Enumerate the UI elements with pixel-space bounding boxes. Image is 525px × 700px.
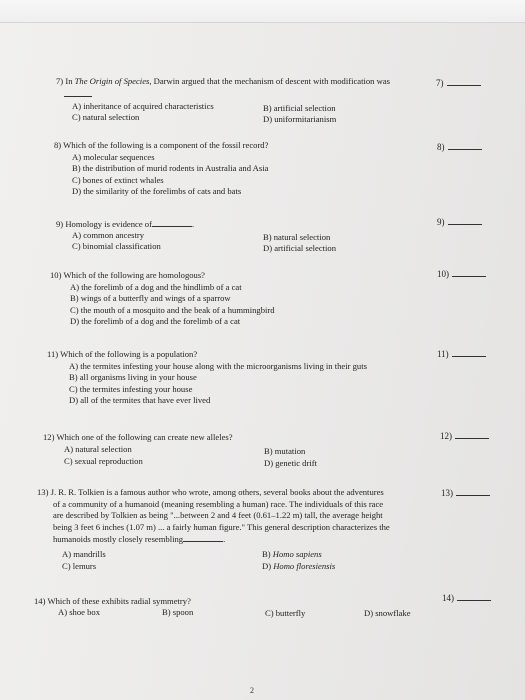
answer-13[interactable]: 13) [441,487,490,498]
question-number: 10) [50,270,62,280]
option-d[interactable]: D) the similarity of the forelimbs of cats and bats [72,186,242,197]
question-13-stem: 13) J. R. R. Tolkien is a famous author who wrote, among others, several books about the adventures of a community of a humanoid (meaning resembling a human) race. The individuals of this race are described by Tolkien as being "...between 2 and 4 feet (0.61–1.22 m) tall, the average height being 3 feet 6 inches (1.07 m) ... a fairly human figure." This general description characterizes the humanoids mostly closely resembling . [37,487,390,545]
option-a[interactable]: A) the termites infesting your house along with the microorganisms living in their guts [69,360,367,371]
answer-blank[interactable] [183,533,223,542]
question-13 [37,487,429,546]
question-14-stem: Which of these exhibits radial symmetry? [47,596,191,606]
answer-line[interactable] [448,141,482,150]
option-c[interactable]: C) the termites infesting your house [69,383,193,394]
option-d[interactable]: D) the forelimb of a dog and the forelimb of a cat [70,316,241,327]
option-d[interactable]: D) Homo floresiensis [262,561,336,571]
question-9-options [72,230,372,254]
question-8-stem: Which of the following is a component of the fossil record? [63,140,269,150]
question-number: 7) [56,76,64,86]
answer-11[interactable]: 11) [437,348,486,359]
question-number: 14) [34,596,46,606]
option-a[interactable]: A) molecular sequences [72,151,155,162]
answer-line[interactable] [457,592,491,601]
question-12-options [64,444,394,470]
question-8 [54,140,268,198]
question-9-stem: Homology is evidence of [65,219,152,229]
option-c[interactable]: C) natural selection [72,112,140,122]
option-d[interactable]: D) snowflake [364,608,411,618]
question-14 [34,596,191,608]
option-a[interactable]: A) common ancestry [72,230,145,240]
question-7-stem: 7) In The Origin of Species, Darwin argued that the mechanism of descent with modification was [56,76,390,86]
answer-line[interactable] [452,348,486,357]
option-a[interactable]: A) natural selection [64,444,132,454]
question-number: 11) [47,349,59,359]
option-b[interactable]: B) mutation [264,446,306,456]
question-number: 8) [54,140,62,150]
option-b[interactable]: B) artificial selection [263,103,336,113]
option-b[interactable]: B) Homo sapiens [262,549,322,559]
option-d[interactable]: D) all of the termites that have ever lived [69,395,211,406]
answer-blank[interactable] [152,218,192,227]
option-a[interactable]: A) the forelimb of a dog and the hindlimb of a cat [70,281,242,292]
question-number: 12) [43,432,55,442]
answer-line[interactable] [456,487,490,496]
option-c[interactable]: C) lemurs [62,561,97,571]
question-10 [50,270,275,328]
option-b[interactable]: B) wings of a butterfly and wings of a sparrow [70,293,231,304]
option-b[interactable]: B) all organisms living in your house [69,372,197,383]
question-number: 9) [56,219,64,229]
question-number: 13) [37,487,49,497]
answer-12[interactable]: 12) [440,430,489,441]
option-c[interactable]: C) sexual reproduction [64,456,143,466]
option-d[interactable]: D) genetic drift [264,458,317,468]
answer-line[interactable] [448,216,482,225]
answer-10[interactable]: 10) [437,268,486,279]
question-11 [47,349,367,407]
answer-7[interactable]: 7) [436,77,481,88]
option-c[interactable]: C) bones of extinct whales [72,174,164,185]
option-d[interactable]: D) artificial selection [263,243,337,253]
option-a[interactable]: A) mandrills [62,549,106,559]
question-11-stem: Which of the following is a population? [60,349,198,359]
option-b[interactable]: B) spoon [162,607,194,617]
question-7 [56,76,390,100]
answer-line[interactable] [455,430,489,439]
option-d[interactable]: D) uniformitarianism [263,114,337,124]
option-c[interactable]: C) binomial classification [72,241,161,251]
page-number: 2 [250,686,254,695]
top-paper-strip [0,0,525,23]
answer-9[interactable]: 9) [437,216,482,227]
question-7-options [72,101,372,125]
question-14-options [58,607,438,621]
answer-blank[interactable] [64,88,92,97]
option-a[interactable]: A) shoe box [58,607,101,617]
question-9: 9) Homology is evidence of . [56,219,195,229]
answer-line[interactable] [452,268,486,277]
option-c[interactable]: C) the mouth of a mosquito and the beak of a hummingbird [70,304,275,315]
option-a[interactable]: A) inheritance of acquired characteristics [72,101,214,111]
answer-8[interactable]: 8) [437,141,482,152]
option-b[interactable]: B) the distribution of murid rodents in Australia and Asia [72,163,269,174]
question-10-stem: Which of the following are homologous? [63,270,205,280]
answer-line[interactable] [447,77,481,86]
option-c[interactable]: C) butterfly [265,608,306,618]
answer-14[interactable]: 14) [442,592,491,603]
book-title: The Origin of Species [74,76,150,86]
option-b[interactable]: B) natural selection [263,232,331,242]
question-12-stem: Which one of the following can create new alleles? [56,432,233,442]
question-12 [43,432,233,444]
question-13-options [62,549,392,575]
